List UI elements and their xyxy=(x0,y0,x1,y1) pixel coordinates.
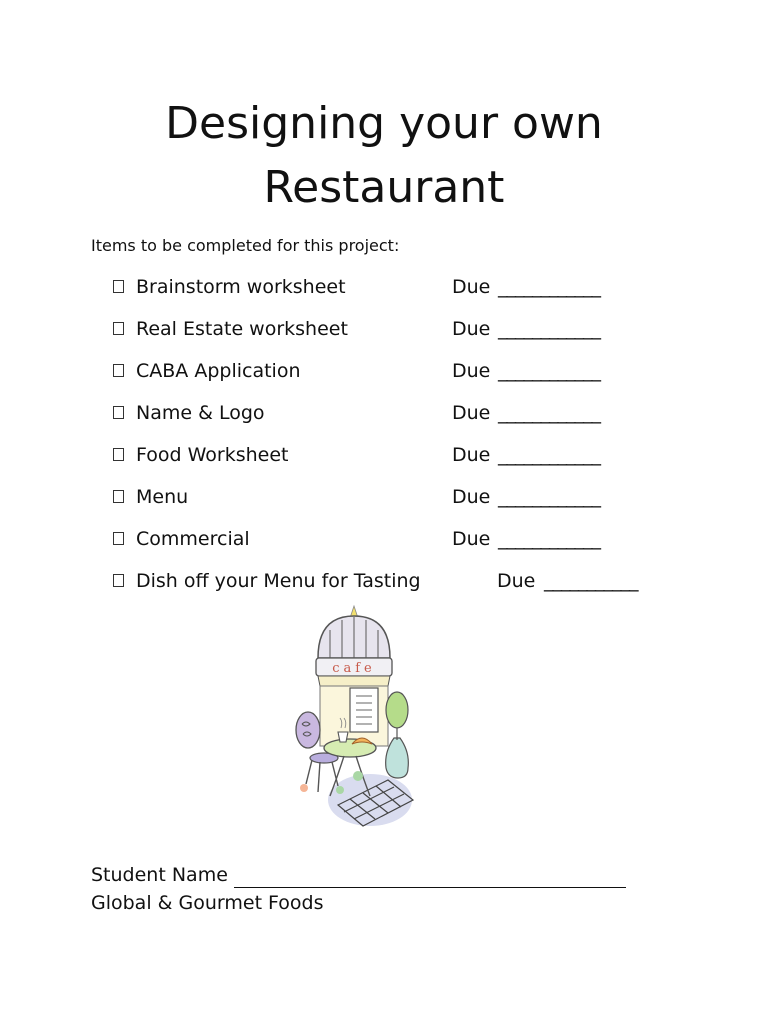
coffee-cup xyxy=(338,732,348,742)
list-item xyxy=(0,526,768,552)
due-blank: ____________ xyxy=(498,486,600,508)
due-label: Due xyxy=(452,402,491,424)
item-label: Dish off your Menu for Tasting xyxy=(136,570,421,592)
item-label: Menu xyxy=(136,486,189,508)
list-item xyxy=(0,484,768,510)
checkbox[interactable] xyxy=(113,280,124,293)
student-name-row xyxy=(91,862,626,888)
list-item xyxy=(0,316,768,342)
checkbox[interactable] xyxy=(113,406,124,419)
due-blank: ____________ xyxy=(498,360,600,382)
list-item xyxy=(0,568,768,594)
student-name-label: Student Name xyxy=(91,864,228,886)
list-item xyxy=(0,442,768,468)
student-name-field[interactable] xyxy=(234,869,626,888)
list-item xyxy=(0,400,768,426)
checkbox[interactable] xyxy=(113,532,124,545)
cafe-sign-text: cafe xyxy=(332,661,376,676)
title-line-1: Designing your own xyxy=(165,98,603,149)
item-label: Commercial xyxy=(136,528,250,550)
checkbox[interactable] xyxy=(113,364,124,377)
plant xyxy=(386,692,408,728)
list-item xyxy=(0,358,768,384)
due-label: Due xyxy=(452,276,491,298)
floor-shadow xyxy=(328,774,412,826)
checkbox[interactable] xyxy=(113,448,124,461)
due-label: Due xyxy=(497,570,536,592)
due-blank: ___________ xyxy=(544,570,638,592)
intro-text: Items to be completed for this project: xyxy=(91,236,400,255)
item-label: Brainstorm worksheet xyxy=(136,276,346,298)
list-item xyxy=(0,274,768,300)
cafe-clipart xyxy=(288,600,428,832)
due-label: Due xyxy=(452,318,491,340)
item-label: CABA Application xyxy=(136,360,301,382)
chair-foot xyxy=(300,784,308,792)
due-blank: ____________ xyxy=(498,444,600,466)
item-label: Real Estate worksheet xyxy=(136,318,348,340)
due-blank: ____________ xyxy=(498,318,600,340)
title-line-2: Restaurant xyxy=(263,162,505,213)
due-label: Due xyxy=(452,360,491,382)
course-name: Global & Gourmet Foods xyxy=(91,892,324,914)
chair-foot xyxy=(336,786,344,794)
vase xyxy=(386,738,409,778)
due-blank: ____________ xyxy=(498,528,600,550)
checkbox[interactable] xyxy=(113,574,124,587)
checkbox[interactable] xyxy=(113,490,124,503)
due-label: Due xyxy=(452,444,491,466)
chair-back xyxy=(296,712,320,748)
due-blank: ____________ xyxy=(498,402,600,424)
item-label: Food Worksheet xyxy=(136,444,289,466)
checkbox[interactable] xyxy=(113,322,124,335)
table-foot xyxy=(353,771,363,781)
cafe-illustration xyxy=(288,600,428,832)
due-label: Due xyxy=(452,486,491,508)
due-blank: ____________ xyxy=(498,276,600,298)
due-label: Due xyxy=(452,528,491,550)
item-label: Name & Logo xyxy=(136,402,265,424)
awning xyxy=(318,676,390,686)
